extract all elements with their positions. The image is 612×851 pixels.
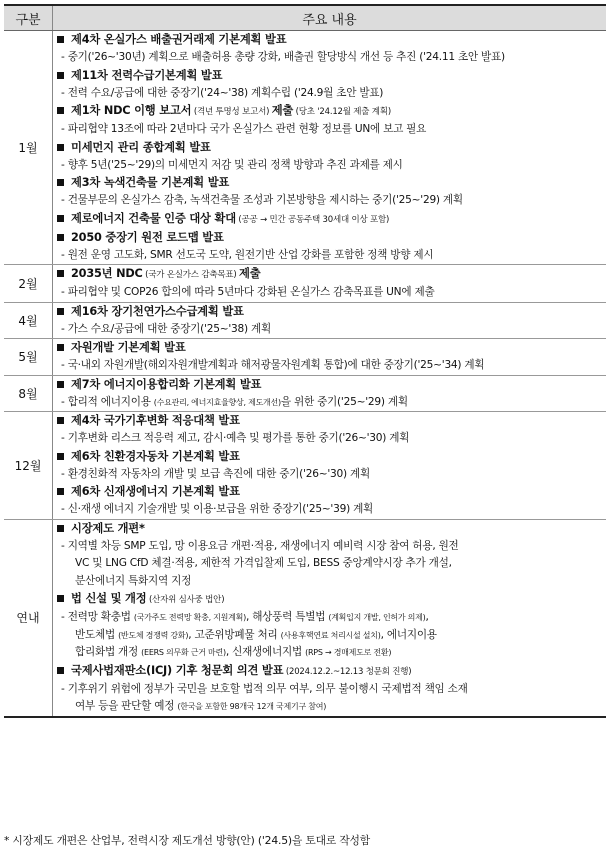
item-detail: - 전력 수요/공급에 대한 중장기('24~'38) 계획수립 ('24.9월 초안 발표) (61, 86, 384, 99)
table-row (4, 265, 606, 303)
item-title: 국제사법재판소(ICJ) 기후 청문회 의견 발표 (2024.12.2.~12.13 청문회 진행) (53, 662, 606, 681)
item-title: 2035년 NDC (국가 온실가스 감축목표) 제출 (53, 265, 606, 284)
bullet-square-icon (57, 381, 64, 388)
month-cell: 12월 (4, 412, 53, 520)
table-row (4, 339, 606, 376)
item-title: 미세먼지 관리 종합계획 발표 (53, 139, 606, 157)
content-cell (53, 375, 607, 412)
item-detail: - 원전 운영 고도화, SMR 선도국 도약, 원전기반 산업 강화를 포함한 정책 방향 제시 (61, 248, 434, 261)
item-title: 제로에너지 건축물 인증 대상 확대 (공공 → 민간 공동주택 30세대 이상 포함) (53, 210, 606, 229)
table-row (4, 412, 606, 520)
item-detail: - 향후 5년('25~'29)의 미세먼지 저감 및 관리 정책 방향과 추진 과제를 제시 (61, 158, 403, 171)
bullet-square-icon (57, 344, 64, 351)
item-detail: - 가스 수요/공급에 대한 중장기('25~'38) 계획 (61, 322, 271, 335)
table-header-row (4, 5, 606, 31)
month-cell: 2월 (4, 265, 53, 303)
bullet-square-icon (57, 234, 64, 241)
item-detail: - 신·재생 에너지 기술개발 및 이용·보급을 위한 중장기('25~'39) 계획 (61, 503, 374, 515)
item-detail: - 합리적 에너지이용 (수요관리, 에너지효율향상, 제도개선)을 위한 중기('25~'29) 계획 (61, 395, 408, 408)
content-cell (53, 412, 607, 520)
bullet-square-icon (57, 36, 64, 43)
item-title: 제6차 신재생에너지 기본계획 발표 (53, 483, 606, 501)
table-row (4, 302, 606, 339)
item-title: 자원개발 기본계획 발표 (53, 339, 606, 357)
item-detail: 여부 등을 판단할 예정 (한국을 포함한 98개국 12개 국제기구 참여) (75, 700, 327, 712)
bullet-square-icon (57, 215, 64, 222)
item-title: 제1차 NDC 이행 보고서 (격년 투명성 보고서) 제출 (당초 '24.12월 제출 계획) (53, 102, 606, 121)
item-detail: VC 및 LNG CfD 체결·적용, 제한적 가격입찰제 도입, BESS 중앙계약시장 추가 개설, (75, 557, 452, 569)
header-content: 주요 내용 (53, 5, 607, 31)
item-title: 제16차 장기천연가스수급계획 발표 (53, 303, 606, 321)
item-detail: - 파리협약 및 COP26 합의에 따라 5년마다 강화된 온실가스 감축목표를 UN에 제출 (61, 286, 435, 298)
bullet-square-icon (57, 453, 64, 460)
item-title: 제11차 전력수급기본계획 발표 (53, 67, 606, 85)
item-detail: - 건물부문의 온실가스 감축, 녹색건축물 조성과 기본방향을 제시하는 중기('25~'29) 계획 (61, 194, 463, 206)
bullet-square-icon (57, 417, 64, 424)
header-category: 구분 (4, 5, 53, 31)
item-detail: - 중기('26~'30년) 계획으로 배출허용 총량 강화, 배출권 할당방식 개선 등 추진 ('24.11 초안 발표) (61, 51, 505, 63)
bullet-square-icon (57, 72, 64, 79)
item-title: 제7차 에너지이용합리화 기본계획 발표 (53, 376, 606, 394)
item-detail: - 지역별 차등 SMP 도입, 망 이용요금 개편·적용, 재생에너지 예비력 시장 참여 허용, 원전 (61, 539, 459, 552)
item-detail: - 환경친화적 자동차의 개발 및 보급 촉진에 대한 중기('26~'30) 계획 (61, 467, 370, 480)
month-cell: 5월 (4, 339, 53, 376)
month-cell: 4월 (4, 302, 53, 339)
bullet-square-icon (57, 667, 64, 674)
month-cell: 1월 (4, 31, 53, 265)
bullet-square-icon (57, 488, 64, 495)
item-title: 제6차 친환경자동차 기본계획 발표 (53, 448, 606, 466)
item-title: 법 신설 및 개정 (산자위 심사중 법안) (53, 590, 606, 609)
table-row (4, 519, 606, 717)
bullet-square-icon (57, 107, 64, 114)
table-row (4, 31, 606, 265)
item-detail: - 국·내외 자원개발(해외자원개발계획과 해저광물자원계획 통합)에 대한 중장기('25~'34) 계획 (61, 359, 485, 371)
item-title: 제4차 온실가스 배출권거래제 기본계획 발표 (53, 31, 606, 49)
item-detail: - 기후변화 리스크 적응력 제고, 감시·예측 및 평가를 통한 중기('26~'30) 계획 (61, 432, 410, 444)
content-cell (53, 302, 607, 339)
bullet-square-icon (57, 525, 64, 532)
table-row (4, 375, 606, 412)
item-detail: 분산에너지 특화지역 지정 (75, 574, 192, 587)
item-title: 제3차 녹색건축물 기본계획 발표 (53, 174, 606, 192)
item-detail: 합리화법 개정 (EERS 의무화 근거 마련), 신재생에너지법 (RPS → 경매제도로 전환) (75, 646, 392, 658)
month-cell: 연내 (4, 519, 53, 717)
content-cell (53, 265, 607, 303)
schedule-table (4, 4, 606, 718)
footnote: * 시장제도 개편은 산업부, 전력시장 제도개선 방향(안) ('24.5)을 토대로 작성함 (4, 834, 371, 847)
item-detail: - 파리협약 13조에 따라 2년마다 국가 온실가스 관련 현황 정보를 UN에 보고 필요 (61, 123, 427, 135)
bullet-square-icon (57, 308, 64, 315)
content-cell (53, 339, 607, 376)
item-title: 시장제도 개편* (53, 520, 606, 538)
bullet-square-icon (57, 595, 64, 602)
bullet-square-icon (57, 270, 64, 277)
item-title: 제4차 국가기후변화 적응대책 발표 (53, 412, 606, 430)
item-title: 2050 중장기 원전 로드맵 발표 (53, 229, 606, 247)
bullet-square-icon (57, 179, 64, 186)
content-cell (53, 519, 607, 717)
item-detail: - 전력망 확충법 (국가주도 전력망 확충, 지원계획), 해상풍력 특별법 (계획입지 개발, 인허가 의제), (61, 611, 429, 623)
item-detail: - 기후위기 위험에 정부가 국민을 보호할 법적 의무 여부, 의무 불이행시 국제법적 책임 소재 (61, 682, 468, 695)
bullet-square-icon (57, 144, 64, 151)
item-detail: 반도체법 (반도체 경쟁력 강화), 고준위방폐물 처리 (사용후핵연료 처리시설 설치), 에너지이용 (75, 628, 437, 641)
content-cell (53, 31, 607, 265)
month-cell: 8월 (4, 375, 53, 412)
